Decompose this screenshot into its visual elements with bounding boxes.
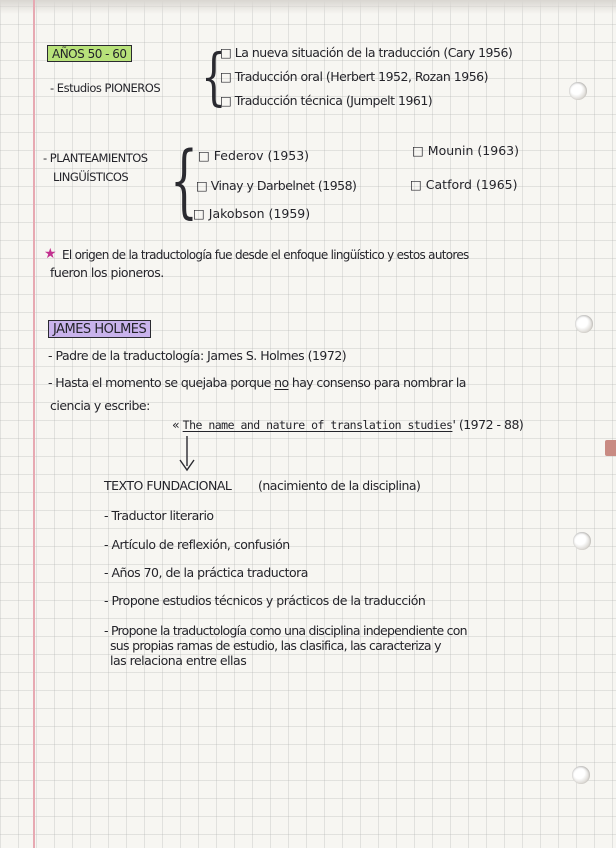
texto-item-5: - Propone la traductología como una disciplina independiente con <box>104 623 467 638</box>
texto-item-3: - Años 70, de la práctica traductora <box>104 565 308 580</box>
page-tab-mark <box>605 440 616 456</box>
quote-title: The name and nature of translation studies <box>182 418 453 432</box>
binder-hole-lower <box>573 532 591 550</box>
label-planteamientos: - PLANTEAMIENTOS <box>43 151 148 165</box>
holmes-line-2 <box>48 375 466 390</box>
linguistic-author-mounin: □ Mounin (1963) <box>412 143 519 158</box>
holmes-line-2-pre: - Hasta el momento se quejaba porque <box>48 375 271 390</box>
linguistic-author-vinay-darbelnet: □ Vinay y Darbelnet (1958) <box>196 178 357 193</box>
texto-fundacional-title: TEXTO FUNDACIONAL <box>104 478 232 493</box>
heading-years-50-60: AÑOS 50 - 60 <box>47 45 132 62</box>
texto-item-4: - Propone estudios técnicos y prácticos de la traducción <box>104 593 426 608</box>
pioneer-item-1: □ La nueva situación de la traducción (Cary 1956) <box>220 45 513 60</box>
texto-item-2: - Artículo de reflexión, confusión <box>104 537 290 552</box>
binder-hole-bottom <box>572 766 590 784</box>
holmes-line-1: - Padre de la traductología: James S. Holmes (1972) <box>48 348 347 363</box>
holmes-line-2-post: hay consenso para nombrar la <box>291 375 466 390</box>
note-line-2: fueron los pioneros. <box>50 265 164 280</box>
star-icon: ★ <box>44 246 57 262</box>
linguistic-author-federov: □ Federov (1953) <box>198 148 310 163</box>
note-line-1: El origen de la traductología fue desde el enfoque lingüístico y estos autores <box>62 248 469 262</box>
quote-years: ' (1972 - 88) <box>452 417 524 432</box>
holmes-quote <box>172 417 523 432</box>
quote-open-mark: « <box>172 417 180 432</box>
binder-hole-top <box>569 82 587 100</box>
label-linguisticos: LINGÜÍSTICOS <box>53 170 129 184</box>
texto-item-1: - Traductor literario <box>104 508 214 523</box>
page-top-shadow <box>0 0 616 14</box>
binder-hole-middle <box>575 315 593 333</box>
pioneer-item-3: □ Traducción técnica (Jumpelt 1961) <box>220 93 433 108</box>
holmes-line-2-no: no <box>274 375 289 390</box>
holmes-line-3: ciencia y escribe: <box>50 398 150 413</box>
pioneer-item-2: □ Traducción oral (Herbert 1952, Rozan 1956) <box>220 69 488 84</box>
margin-line <box>33 0 35 848</box>
brace-section1: { <box>201 42 227 114</box>
texto-item-5-cont-2: las relaciona entre ellas <box>110 653 247 668</box>
texto-item-5-cont-1: sus propias ramas de estudio, las clasifica, las caracteriza y <box>110 638 441 653</box>
brace-section2: { <box>170 136 198 228</box>
texto-fundacional-subtitle: (nacimiento de la disciplina) <box>258 478 421 493</box>
linguistic-author-catford: □ Catford (1965) <box>410 177 518 192</box>
label-estudios-pioneros: - Estudios PIONEROS <box>50 81 161 95</box>
heading-james-holmes: JAMES HOLMES <box>48 320 151 338</box>
linguistic-author-jakobson: □ Jakobson (1959) <box>193 206 311 221</box>
down-arrow-icon <box>178 436 196 474</box>
